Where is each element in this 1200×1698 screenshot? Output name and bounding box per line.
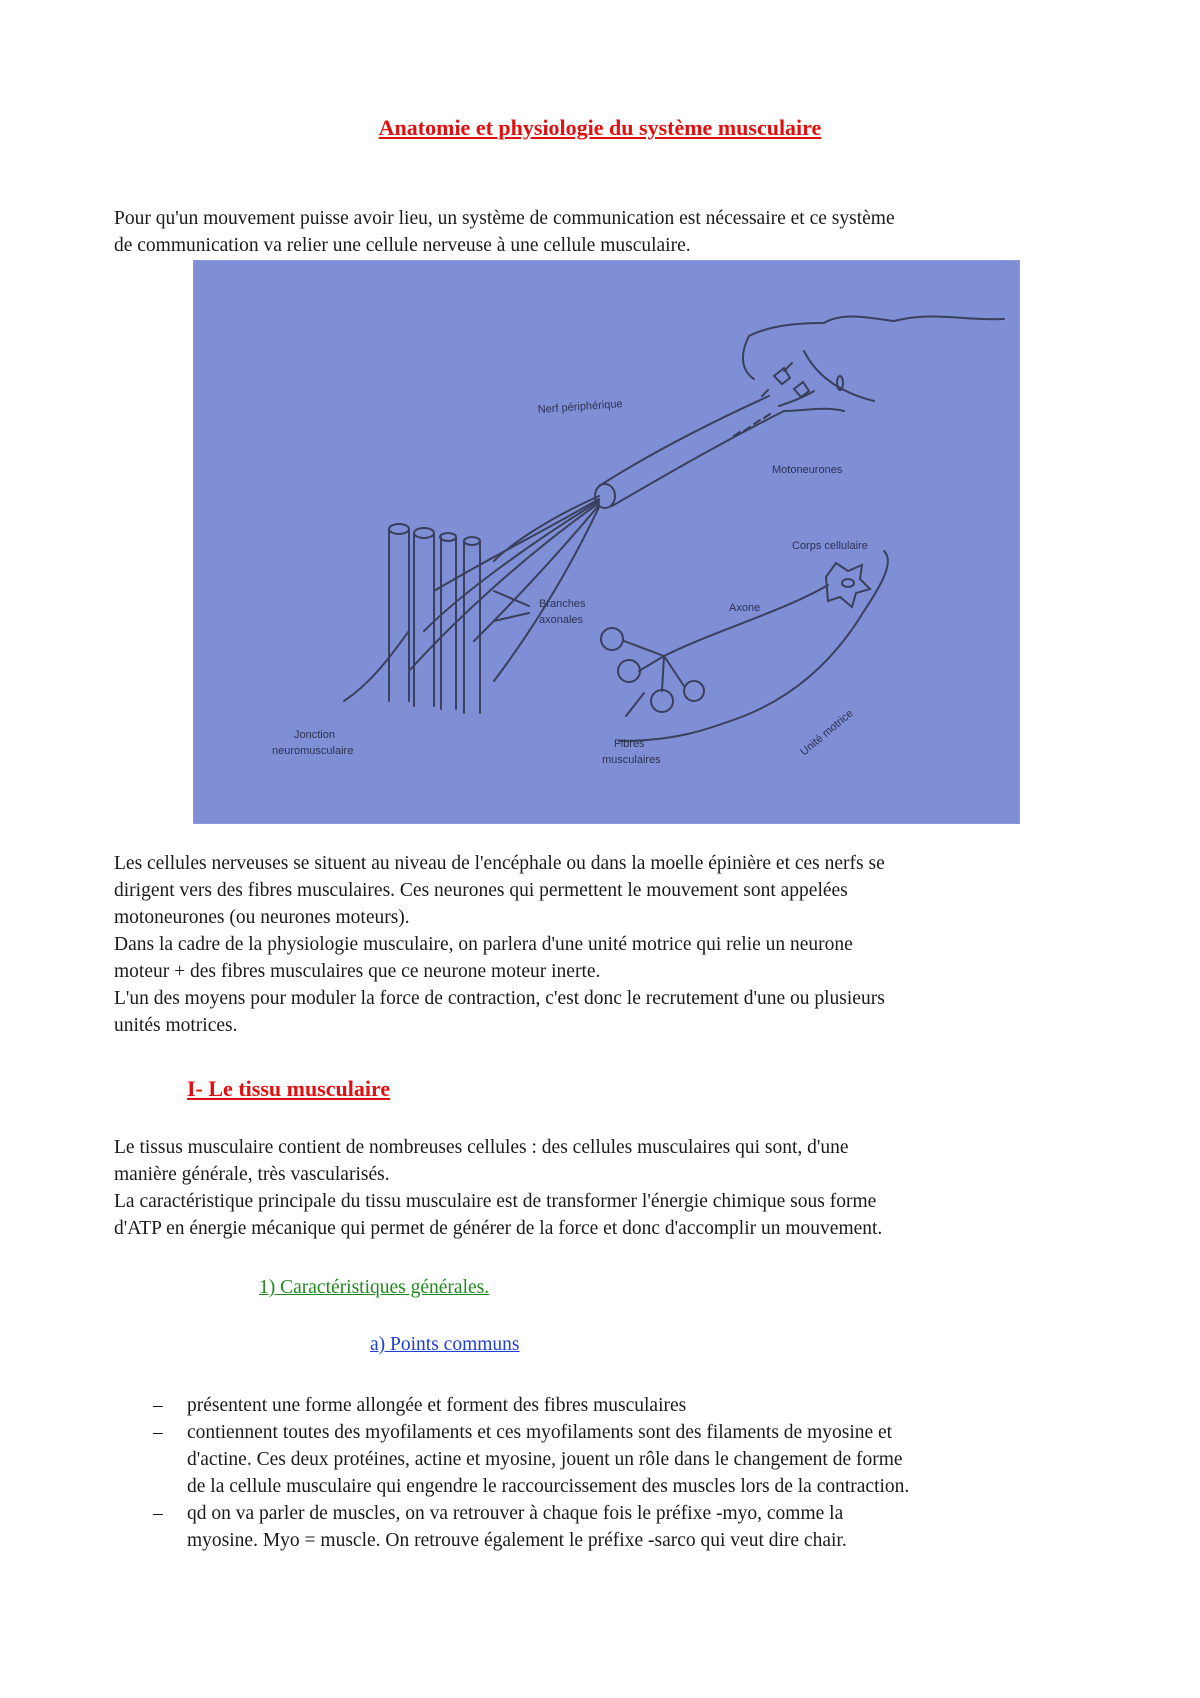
label-fibres-2: musculaires	[602, 754, 661, 766]
body-line: unités motrices.	[114, 1015, 238, 1036]
label-jonction-2: neuromusculaire	[272, 745, 354, 757]
bullet-line: qd on va parler de muscles, on va retrouver à chaque fois le préfixe -myo, comme la	[187, 1503, 844, 1524]
label-fibres-1: Fibres	[614, 738, 645, 750]
intro-line: de communication va relier une cellule nerveuse à une cellule musculaire.	[114, 235, 691, 256]
section-line: d'ATP en énergie mécanique qui permet de générer de la force et donc d'accomplir un mouvement.	[114, 1218, 883, 1239]
body-line: Dans la cadre de la physiologie musculaire, on parlera d'une unité motrice qui relie un neurone	[114, 934, 853, 955]
sub-subsection-heading: a) Points communs	[370, 1334, 520, 1355]
diagram-strokes	[344, 316, 1004, 741]
motor-unit-diagram	[193, 260, 1020, 824]
list-item	[114, 1500, 1114, 1554]
bullet-line: d'actine. Ces deux protéines, actine et myosine, jouent un rôle dans le changement de forme	[187, 1449, 903, 1470]
bullet-dash: –	[153, 1422, 163, 1443]
body-line: L'un des moyens pour moduler la force de contraction, c'est donc le recrutement d'une ou plusieurs	[114, 988, 885, 1009]
label-nerf: Nerf périphérique	[537, 398, 624, 416]
section-line: manière générale, très vascularisés.	[114, 1164, 390, 1185]
list-item	[114, 1419, 1114, 1500]
bullet-list	[114, 1392, 1114, 1554]
motor-unit-drawing	[194, 261, 1019, 823]
body-line: motoneurones (ou neurones moteurs).	[114, 907, 410, 928]
intro-paragraph	[114, 205, 1114, 259]
diagram-labels	[272, 398, 868, 766]
body-line: dirigent vers des fibres musculaires. Ces neurones qui permettent le mouvement sont appelées	[114, 880, 848, 901]
list-item	[114, 1392, 1114, 1419]
body-paragraph	[114, 850, 1114, 1039]
bullet-line: contiennent toutes des myofilaments et ces myofilaments sont des filaments de myosine et	[187, 1422, 893, 1443]
label-motoneurones: Motoneurones	[772, 464, 843, 476]
bullet-line: présentent une forme allongée et forment des fibres musculaires	[187, 1395, 687, 1416]
section-line: La caractéristique principale du tissu musculaire est de transformer l'énergie chimique sous forme	[114, 1191, 877, 1212]
bullet-dash: –	[153, 1395, 163, 1416]
section-line: Le tissus musculaire contient de nombreuses cellules : des cellules musculaires qui sont, d'une	[114, 1137, 849, 1158]
bullet-line: de la cellule musculaire qui engendre le raccourcissement des muscles lors de la contraction.	[187, 1476, 910, 1497]
body-line: moteur + des fibres musculaires que ce neurone moteur inerte.	[114, 961, 601, 982]
label-jonction-1: Jonction	[294, 729, 335, 741]
bullet-line: myosine. Myo = muscle. On retrouve également le préfixe -sarco qui veut dire chair.	[187, 1530, 847, 1551]
section-paragraph	[114, 1134, 1114, 1242]
label-unite-motrice: Unité motrice	[798, 707, 856, 759]
section-heading: I- Le tissu musculaire	[187, 1076, 391, 1101]
document-title: Anatomie et physiologie du système musculaire	[378, 115, 822, 140]
body-line: Les cellules nerveuses se situent au niveau de l'encéphale ou dans la moelle épinière et ces nerfs se	[114, 853, 885, 874]
intro-line: Pour qu'un mouvement puisse avoir lieu, un système de communication est nécessaire et ce système	[114, 208, 895, 229]
subsection-heading: 1) Caractéristiques générales.	[259, 1277, 490, 1298]
label-corps-cellulaire: Corps cellulaire	[792, 540, 868, 552]
bullet-dash: –	[153, 1503, 163, 1524]
label-branches-1: Branches	[539, 598, 586, 610]
label-axone: Axone	[729, 602, 761, 614]
label-branches-2: axonales	[539, 614, 584, 626]
